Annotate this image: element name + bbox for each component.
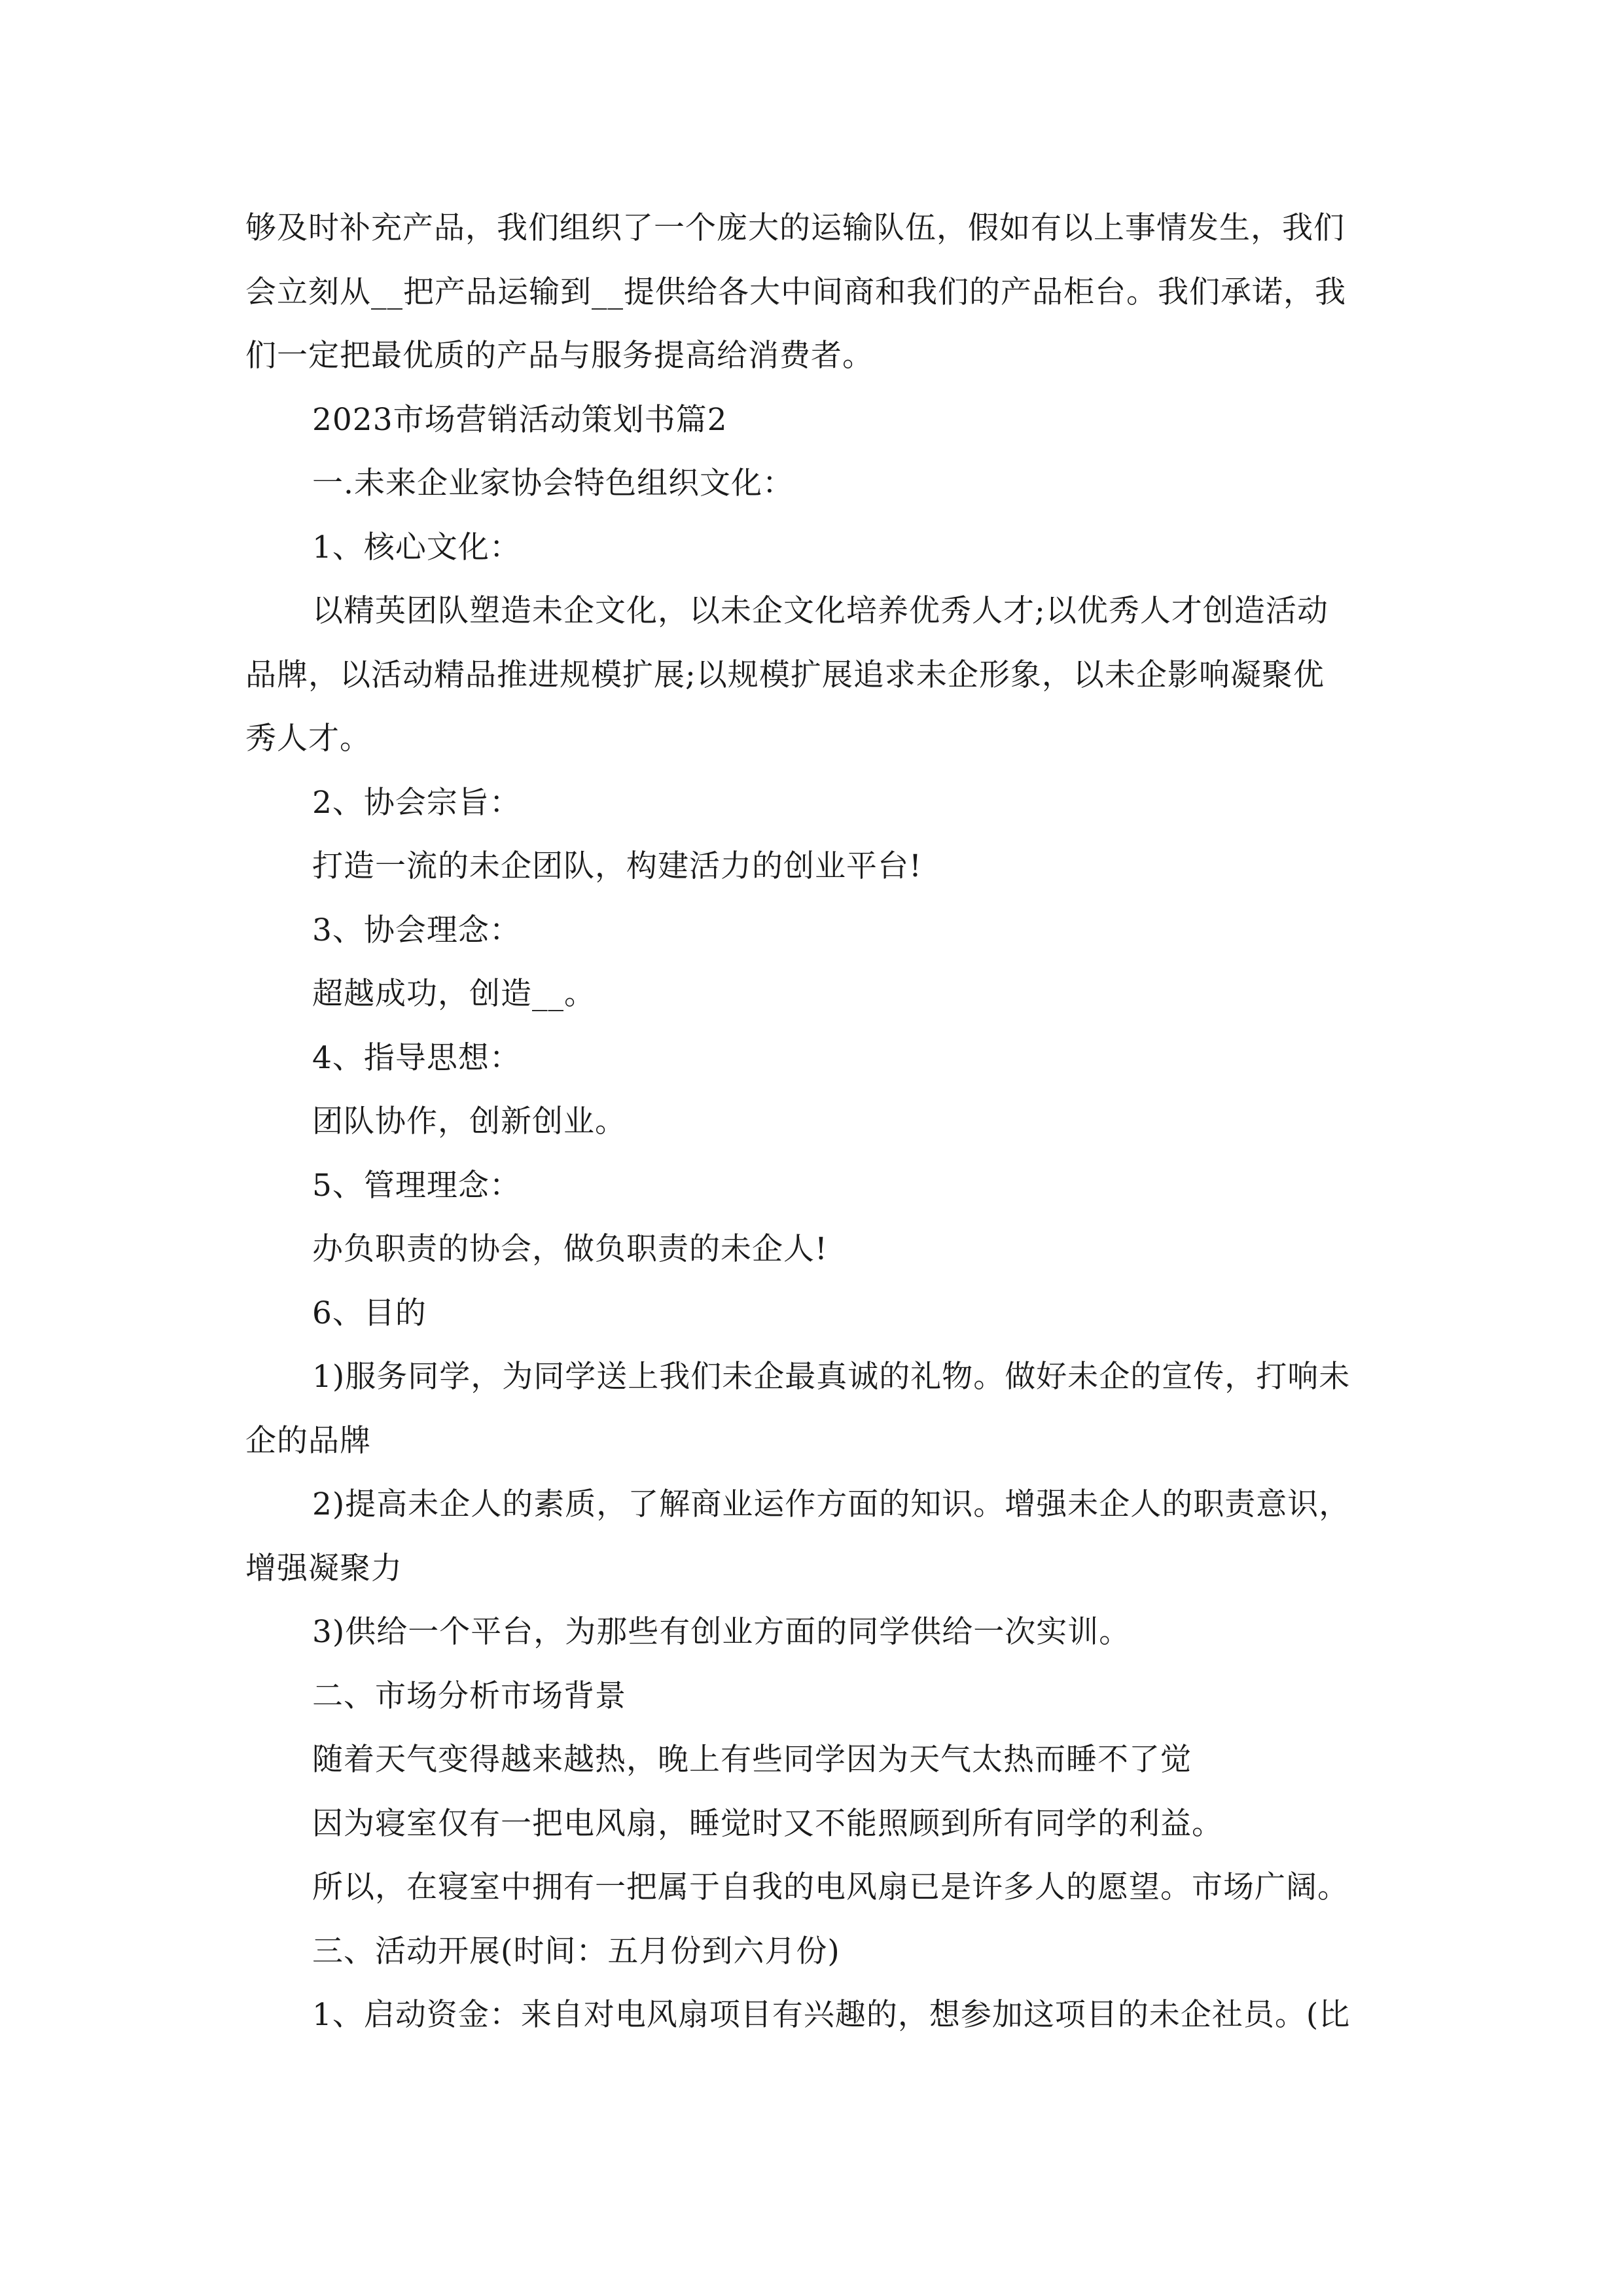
text-line: 品牌，以活动精品推进规模扩展;以规模扩展追求未企形象，以未企影响凝聚优 bbox=[245, 656, 1325, 693]
text-line: 办负职责的协会，做负职责的未企人! bbox=[312, 1231, 828, 1267]
text-line: 超越成功，创造__。 bbox=[312, 976, 596, 1012]
list-item: 3)供给一个平台，为那些有创业方面的同学供给一次实训。 bbox=[312, 1614, 1131, 1650]
text-line: 随着天气变得越来越热，晚上有些同学因为天气太热而睡不了觉 bbox=[312, 1742, 1192, 1778]
text-line: 打造一流的未企团队，构建活力的创业平台! bbox=[312, 848, 922, 884]
text-line: 以精英团队塑造未企文化，以未企文化培养优秀人才;以优秀人才创造活动 bbox=[312, 593, 1329, 629]
subsection-heading: 6、目的 bbox=[312, 1295, 427, 1331]
subsection-heading: 1、核心文化： bbox=[312, 529, 521, 565]
section-heading: 二、市场分析市场背景 bbox=[312, 1677, 626, 1714]
list-item: 1)服务同学，为同学送上我们未企最真诚的礼物。做好未企的宣传，打响未 bbox=[312, 1359, 1351, 1395]
text-line: 团队协作，创新创业。 bbox=[312, 1103, 626, 1139]
text-line: 企的品牌 bbox=[245, 1422, 371, 1459]
text-line: 增强凝聚力 bbox=[245, 1550, 402, 1587]
section-heading: 2023市场营销活动策划书篇2 bbox=[312, 401, 728, 438]
subsection-heading: 4、指导思想： bbox=[312, 1039, 521, 1076]
text-line: 秀人才。 bbox=[245, 721, 371, 757]
text-line: 所以，在寝室中拥有一把属于自我的电风扇已是许多人的愿望。市场广阔。 bbox=[312, 1869, 1349, 1905]
list-item: 2)提高未企人的素质，了解商业运作方面的知识。增强未企人的职责意识， bbox=[312, 1486, 1351, 1522]
text-line: 会立刻从__把产品运输到__提供给各大中间商和我们的产品柜台。我们承诺，我 bbox=[245, 274, 1346, 310]
list-item: 1、启动资金：来自对电风扇项目有兴趣的，想参加这项目的未企社员。(比 bbox=[312, 1997, 1351, 2033]
subsection-heading: 5、管理理念： bbox=[312, 1167, 521, 1204]
subsection-heading: 2、协会宗旨： bbox=[312, 784, 521, 821]
text-line: 够及时补充产品，我们组织了一个庞大的运输队伍，假如有以上事情发生，我们 bbox=[245, 210, 1345, 246]
section-heading: 一.未来企业家协会特色组织文化： bbox=[312, 465, 794, 501]
section-heading: 三、活动开展(时间：五月份到六月份) bbox=[312, 1933, 840, 1969]
subsection-heading: 3、协会理念： bbox=[312, 912, 521, 948]
text-line: 因为寝室仅有一把电风扇，睡觉时又不能照顾到所有同学的利益。 bbox=[312, 1805, 1223, 1842]
text-line: 们一定把最优质的产品与服务提高给消费者。 bbox=[245, 338, 874, 374]
